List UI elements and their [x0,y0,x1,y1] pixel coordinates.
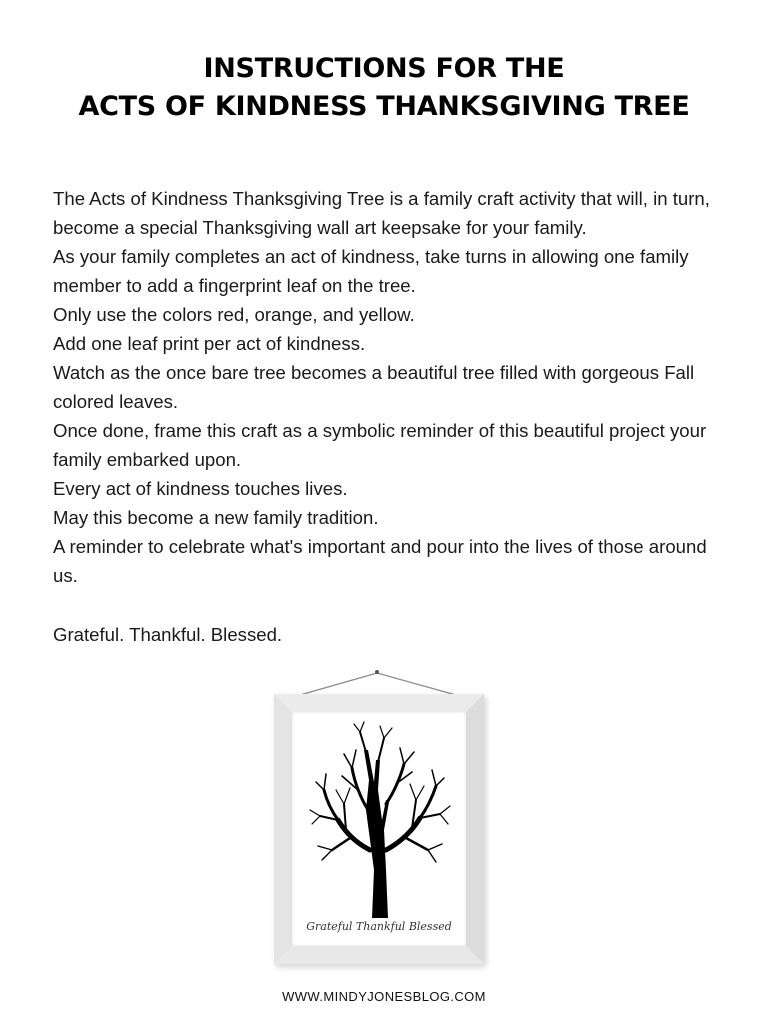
instruction-paragraph: May this become a new family tradition. [53,507,379,528]
instruction-paragraph: Once done, frame this craft as a symbolic reminder of this beautiful project your family embarked upon. [53,420,707,470]
instructions-body [53,184,733,590]
framed-caption: Grateful Thankful Blessed [306,920,452,933]
title-line-2: ACTS OF KINDNESS THANKSGIVING TREE [78,91,690,122]
picture-frame [274,694,484,964]
bare-tree-icon [306,720,452,920]
frame-mat [292,712,466,946]
instruction-paragraph: A reminder to celebrate what's important and pour into the lives of those around us. [53,536,707,586]
instruction-paragraph: As your family completes an act of kindness, take turns in allowing one family member to add a fingerprint leaf on the tree. [53,246,689,296]
instruction-paragraph: Add one leaf print per act of kindness. [53,333,366,354]
page-title [0,50,768,126]
instruction-paragraph: Every act of kindness touches lives. [53,478,348,499]
closing-line: Grateful. Thankful. Blessed. [53,624,283,645]
website-url: WWW.MINDYJONESBLOG.COM [282,989,486,1004]
title-line-1: INSTRUCTIONS FOR THE [203,53,565,84]
instruction-paragraph: Watch as the once bare tree becomes a beautiful tree filled with gorgeous Fall colored leaves. [53,362,695,412]
instruction-paragraph: The Acts of Kindness Thanksgiving Tree is a family craft activity that will, in turn, become a special Thanksgiving wall art keepsake for your family. [53,188,710,238]
instruction-paragraph: Only use the colors red, orange, and yellow. [53,304,415,325]
